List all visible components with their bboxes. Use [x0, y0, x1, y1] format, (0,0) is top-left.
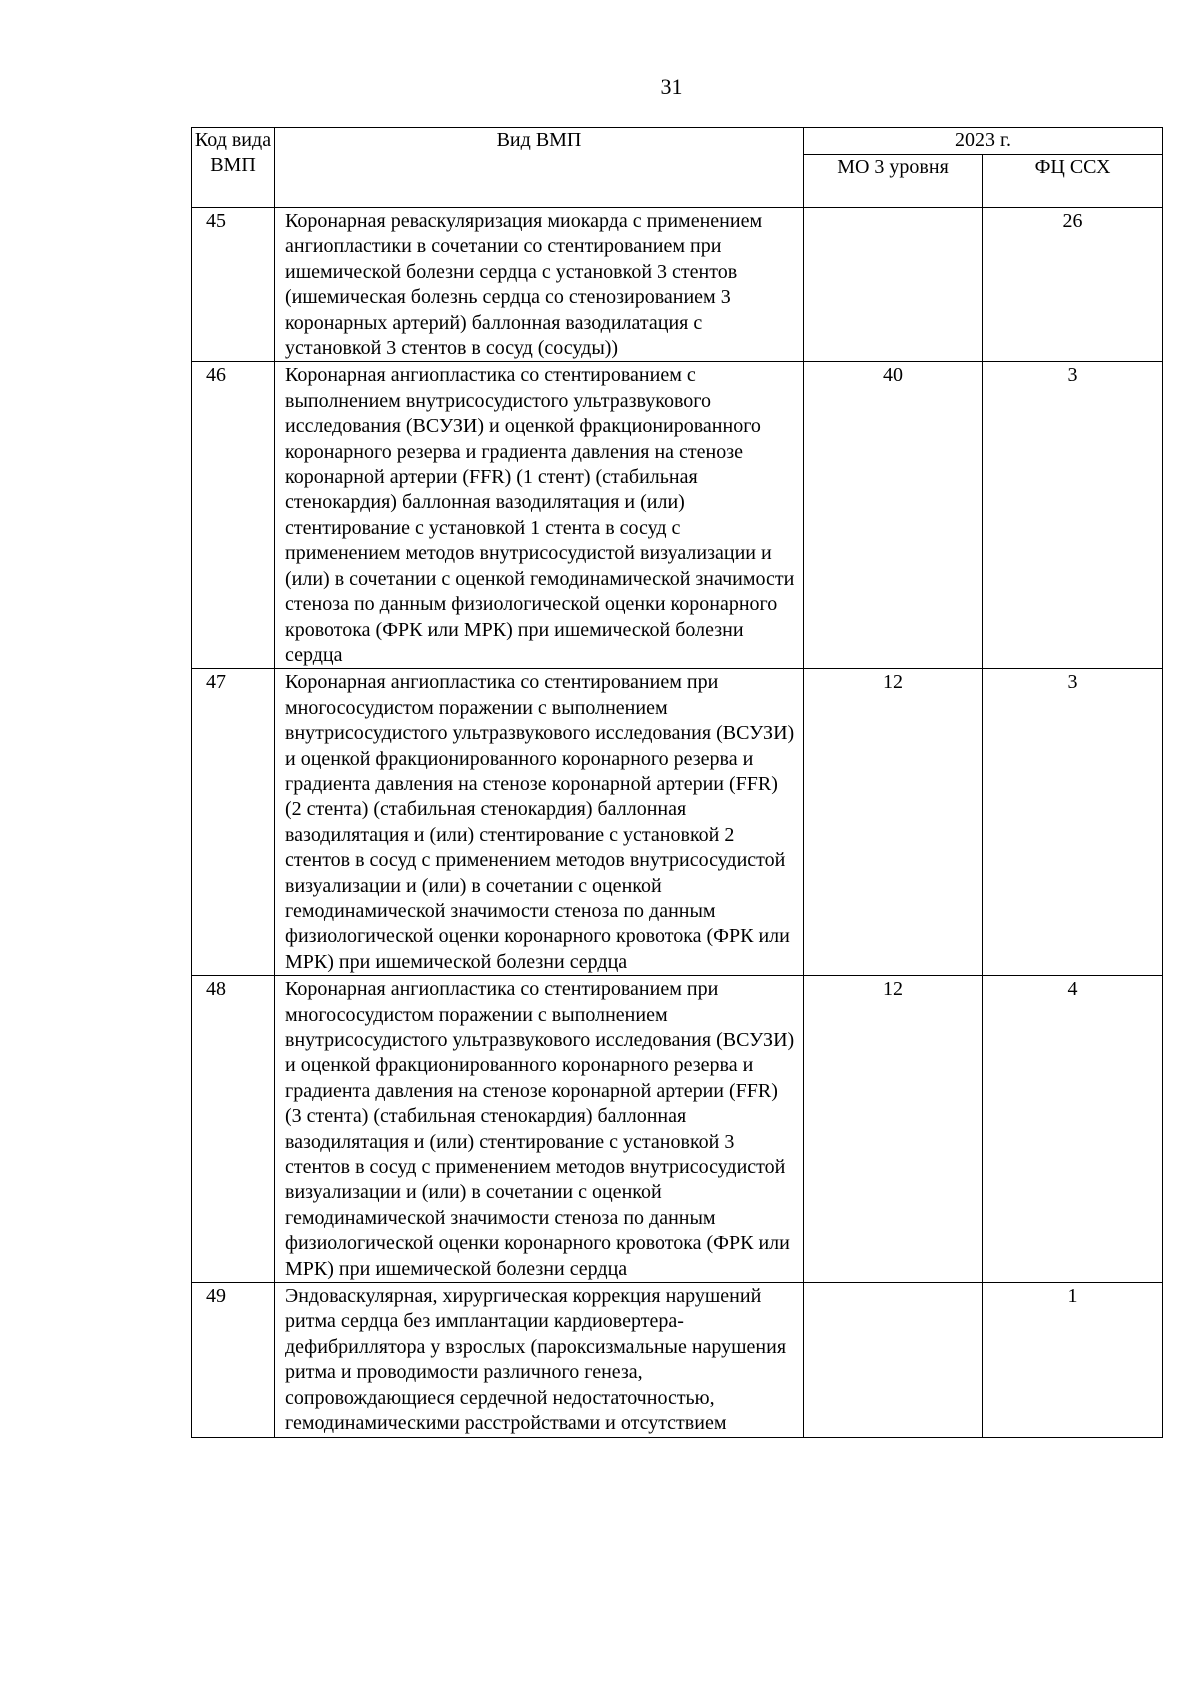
row-code: 47: [192, 669, 275, 976]
row-fc: 26: [983, 208, 1163, 362]
row-mo: 40: [804, 362, 983, 669]
row-name: Эндоваскулярная, хирургическая коррекция нарушений ритма сердца без имплантации кардиовертера-дефибриллятора у взрослых (пароксизмальные нарушения ритма и проводимости различного генеза, сопровождающиеся сердечной недостаточностью, гемодинамическими расстройствами и отсутствием: [275, 1283, 804, 1437]
row-name: Коронарная ангиопластика со стентированием с выполнением внутрисосудистого ультразвукового исследования (ВСУЗИ) и оценкой фракционированного коронарного резерва и градиента давления на стенозе коронарной артерии (FFR) (1 стент) (стабильная стенокардия) баллонная вазодилятация и (или) стентирование с установкой 1 стента в сосуд с применением методов внутрисосудистой визуализации и (или) в сочетании с оценкой гемодинамической значимости стеноза по данным физиологической оценки коронарного кровотока (ФРК или МРК) при ишемической болезни сердца: [275, 362, 804, 669]
vmp-table: [191, 127, 1163, 1438]
row-mo: 12: [804, 976, 983, 1283]
table-row: [192, 362, 1163, 669]
row-fc: 4: [983, 976, 1163, 1283]
header-row-top: [192, 128, 1163, 155]
row-mo: 12: [804, 669, 983, 976]
row-fc: 1: [983, 1283, 1163, 1437]
row-code: 45: [192, 208, 275, 362]
table-row: [192, 208, 1163, 362]
row-name: Коронарная реваскуляризация миокарда с применением ангиопластики в сочетании со стентированием при ишемической болезни сердца с установкой 3 стентов (ишемическая болезнь сердца со стенозированием 3 коронарных артерий) баллонная вазодилатация с установкой 3 стентов в сосуд (сосуды)): [275, 208, 804, 362]
header-code: Код вида ВМП: [192, 128, 275, 208]
row-code: 48: [192, 976, 275, 1283]
row-fc: 3: [983, 362, 1163, 669]
row-code: 49: [192, 1283, 275, 1437]
page-number: 31: [660, 74, 683, 99]
table-row: [192, 976, 1163, 1283]
row-name: Коронарная ангиопластика со стентированием при многососудистом поражении с выполнением внутрисосудистого ультразвукового исследования (ВСУЗИ) и оценкой фракционированного коронарного резерва и градиента давления на стенозе коронарной артерии (FFR) (3 стента) (стабильная стенокардия) баллонная вазодилятация и (или) стентирование с установкой 3 стентов в сосуд с применением методов внутрисосудистой визуализации и (или) в сочетании с оценкой гемодинамической значимости стеноза по данным физиологической оценки коронарного кровотока (ФРК или МРК) при ишемической болезни сердца: [275, 976, 804, 1283]
row-code: 46: [192, 362, 275, 669]
row-fc: 3: [983, 669, 1163, 976]
header-name: Вид ВМП: [275, 128, 804, 208]
row-mo: [804, 1283, 983, 1437]
row-name: Коронарная ангиопластика со стентированием при многососудистом поражении с выполнением внутрисосудистого ультразвукового исследования (ВСУЗИ) и оценкой фракционированного коронарного резерва и градиента давления на стенозе коронарной артерии (FFR) (2 стента) (стабильная стенокардия) баллонная вазодилятация и (или) стентирование с установкой 2 стентов в сосуд с применением методов внутрисосудистой визуализации и (или) в сочетании с оценкой гемодинамической значимости стеноза по данным физиологической оценки коронарного кровотока (ФРК или МРК) при ишемической болезни сердца: [275, 669, 804, 976]
header-fc: ФЦ ССХ: [983, 155, 1163, 208]
header-year: 2023 г.: [804, 128, 1163, 155]
table-row: [192, 1283, 1163, 1437]
row-mo: [804, 208, 983, 362]
table-row: [192, 669, 1163, 976]
header-mo: МО 3 уровня: [804, 155, 983, 208]
